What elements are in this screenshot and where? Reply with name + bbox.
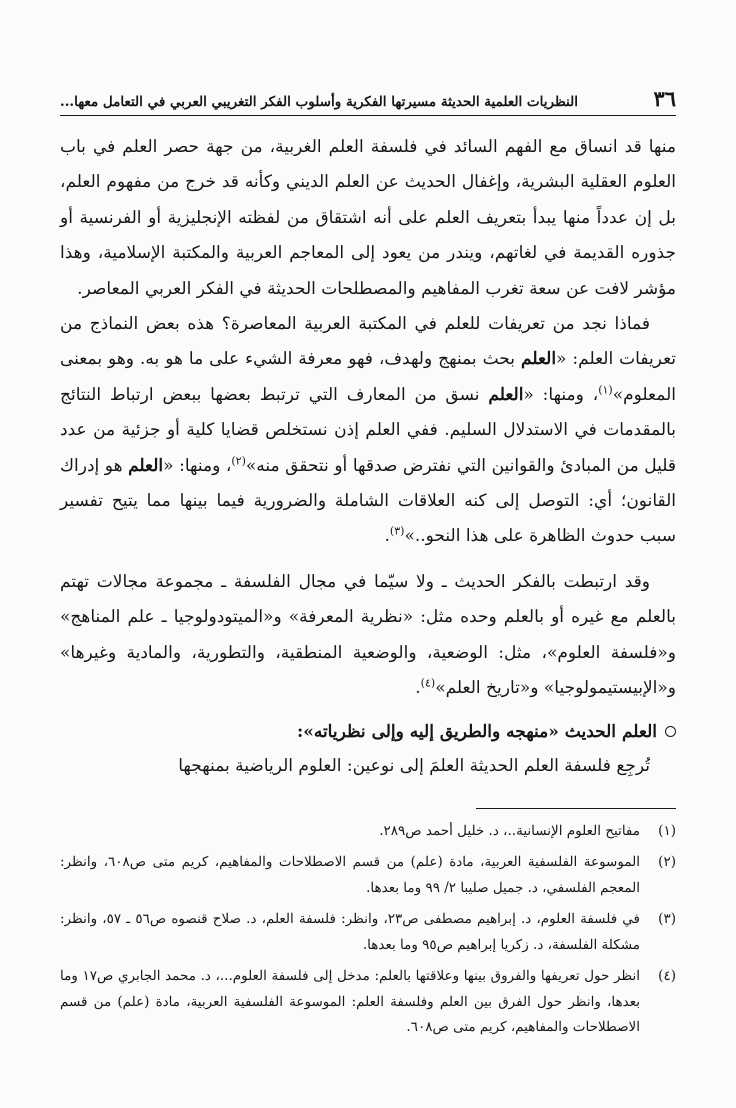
term-ilm-3: العلم xyxy=(128,455,164,476)
footnote-4 xyxy=(60,964,676,1041)
footnote-number: (١) xyxy=(658,822,676,839)
paragraph-2 xyxy=(60,307,676,555)
p2-text-e: نسق من المعارف التي ترتبط بعضها ببعض ارتباط النتائج بالمقدمات في الاستدلال السليم. ففي العلم إذن نستخلص قضايا كلية أو جزئية من عدد قليل من المبادئ والقوانين التي نفترض صدقها أو نتحقق منه» xyxy=(60,384,676,476)
footnote-separator xyxy=(476,808,676,809)
paragraph-4: تُرجِع فلسفة العلم الحديثة العلمَ إلى نوعين: العلوم الرياضية بمنهجها xyxy=(178,755,650,776)
p2-text-f: ، ومنها: « xyxy=(163,455,232,476)
footnote-text: مفاتيح العلوم الإنسانية..، د. خليل أحمد ص٢٨٩. xyxy=(379,822,640,839)
section-heading xyxy=(60,715,676,749)
term-ilm-1: العلم xyxy=(521,349,557,370)
body-text xyxy=(60,130,676,784)
page xyxy=(60,86,676,1047)
circle-bullet-icon xyxy=(665,726,676,737)
p2-text-a: فماذا نجد من تعريفات للعلم في المكتبة العربية المعاصرة؟ هذه بعض النماذج من تعريفات العلم: « xyxy=(60,314,676,370)
p3-text-b: . xyxy=(415,678,421,699)
running-head-title: النظريات العلمية الحديثة مسيرتها الفكرية وأسلوب الفكر التغريبي العربي في التعامل معها... xyxy=(60,94,578,110)
footnotes xyxy=(60,819,676,1041)
paragraph-3 xyxy=(60,565,676,707)
footnote-number: (٤) xyxy=(658,968,676,985)
p3-text-a: وقد ارتبطت بالفكر الحديث ـ ولا سيّما في مجال الفلسفة ـ مجموعة مجالات تهتم بالعلم مع غيره أو بالعلم وحده مثل: «نظرية المعرفة» و«الميتودولوجيا ـ علم المناهج» و«فلسفة العلوم»، مثل: الوضعية، والوضعية المنطقية، والتطورية، والمادية وغيرها» و«الإبيستيمولوجيا» و«تاريخ العلم» xyxy=(60,571,676,699)
footnote-2 xyxy=(60,850,676,901)
p2-text-c: بحث بمنهج ولهدف، فهو معرفة الشيء على ما هو به. وهو بمعنى المعلوم» xyxy=(60,349,676,405)
footnote-1 xyxy=(60,819,676,845)
running-head xyxy=(60,86,676,116)
footnote-text: الموسوعة الفلسفية العربية، مادة (علم) من قسم الاصطلاحات والمفاهيم، كريم متى ص٦٠٨، وانظر: المعجم الفلسفي، د. جميل صليبا ٢/ ٩٩ وما بعدها. xyxy=(60,854,640,896)
footnote-ref-1[interactable]: (١) xyxy=(598,383,613,397)
footnote-ref-3[interactable]: (٣) xyxy=(389,524,405,538)
p2-text-h: . xyxy=(384,526,390,547)
p2-text-g: هو إدراك القانون؛ أي: التوصل إلى كنه العلاقات الشاملة والضرورية فيما بينها مما يتيح تفسير سبب حدوث الظاهرة على هذا النحو..» xyxy=(60,455,676,547)
p2-text-d: ، ومنها: « xyxy=(523,384,599,405)
footnote-ref-4[interactable]: (٤) xyxy=(420,676,436,690)
footnote-number: (٣) xyxy=(658,911,676,928)
page-number: ٣٦ xyxy=(653,86,676,111)
footnote-text: في فلسفة العلوم، د. إبراهيم مصطفى ص٢٣، وانظر: فلسفة العلم، د. صلاح قنصوه ص٥٦ ـ ٥٧، وانظر: مشكلة الفلسفة، د. زكريا إبراهيم ص٩٥ وما بعدها. xyxy=(60,911,641,953)
footnote-text: انظر حول تعريفها والفروق بينها وعلاقتها بالعلم: مدخل إلى فلسفة العلوم...، د. محمد الجابري ص١٧ وما بعدها، وانظر حول الفرق بين العلم وفلسفة العلم: الموسوعة الفلسفية العربية، مادة (علم) من قسم الاصطلاحات والمفاهيم، كريم متى ص٦٠٨. xyxy=(60,968,641,1036)
section-heading-text: العلم الحديث «منهجه والطريق إليه وإلى نظرياته»: xyxy=(296,721,657,742)
paragraph-1: منها قد انساق مع الفهم السائد في فلسفة العلم الغربية، من جهة حصر العلم في باب العلوم العقلية البشرية، وإغفال الحديث عن العلم الديني وكأنه قد خرج من مفهوم العلم، بل إن عدداً منها يبدأ بتعريف العلم على أنه اشتقاق من لفظته الإنجليزية أو الفرنسية أو جذوره القديمة في لغاتهم، ويندر من يعود إلى المعاجم العربية والمكتبة الإسلامية، وهذا مؤشر لافت عن سعة تغرب المفاهيم والمصطلحات الحديثة في الفكر العربي المعاصر. xyxy=(60,137,676,299)
footnote-3 xyxy=(60,907,676,958)
footnote-ref-2[interactable]: (٢) xyxy=(231,454,246,467)
term-ilm-2: العلم xyxy=(488,384,524,405)
footnote-number: (٢) xyxy=(658,854,676,871)
